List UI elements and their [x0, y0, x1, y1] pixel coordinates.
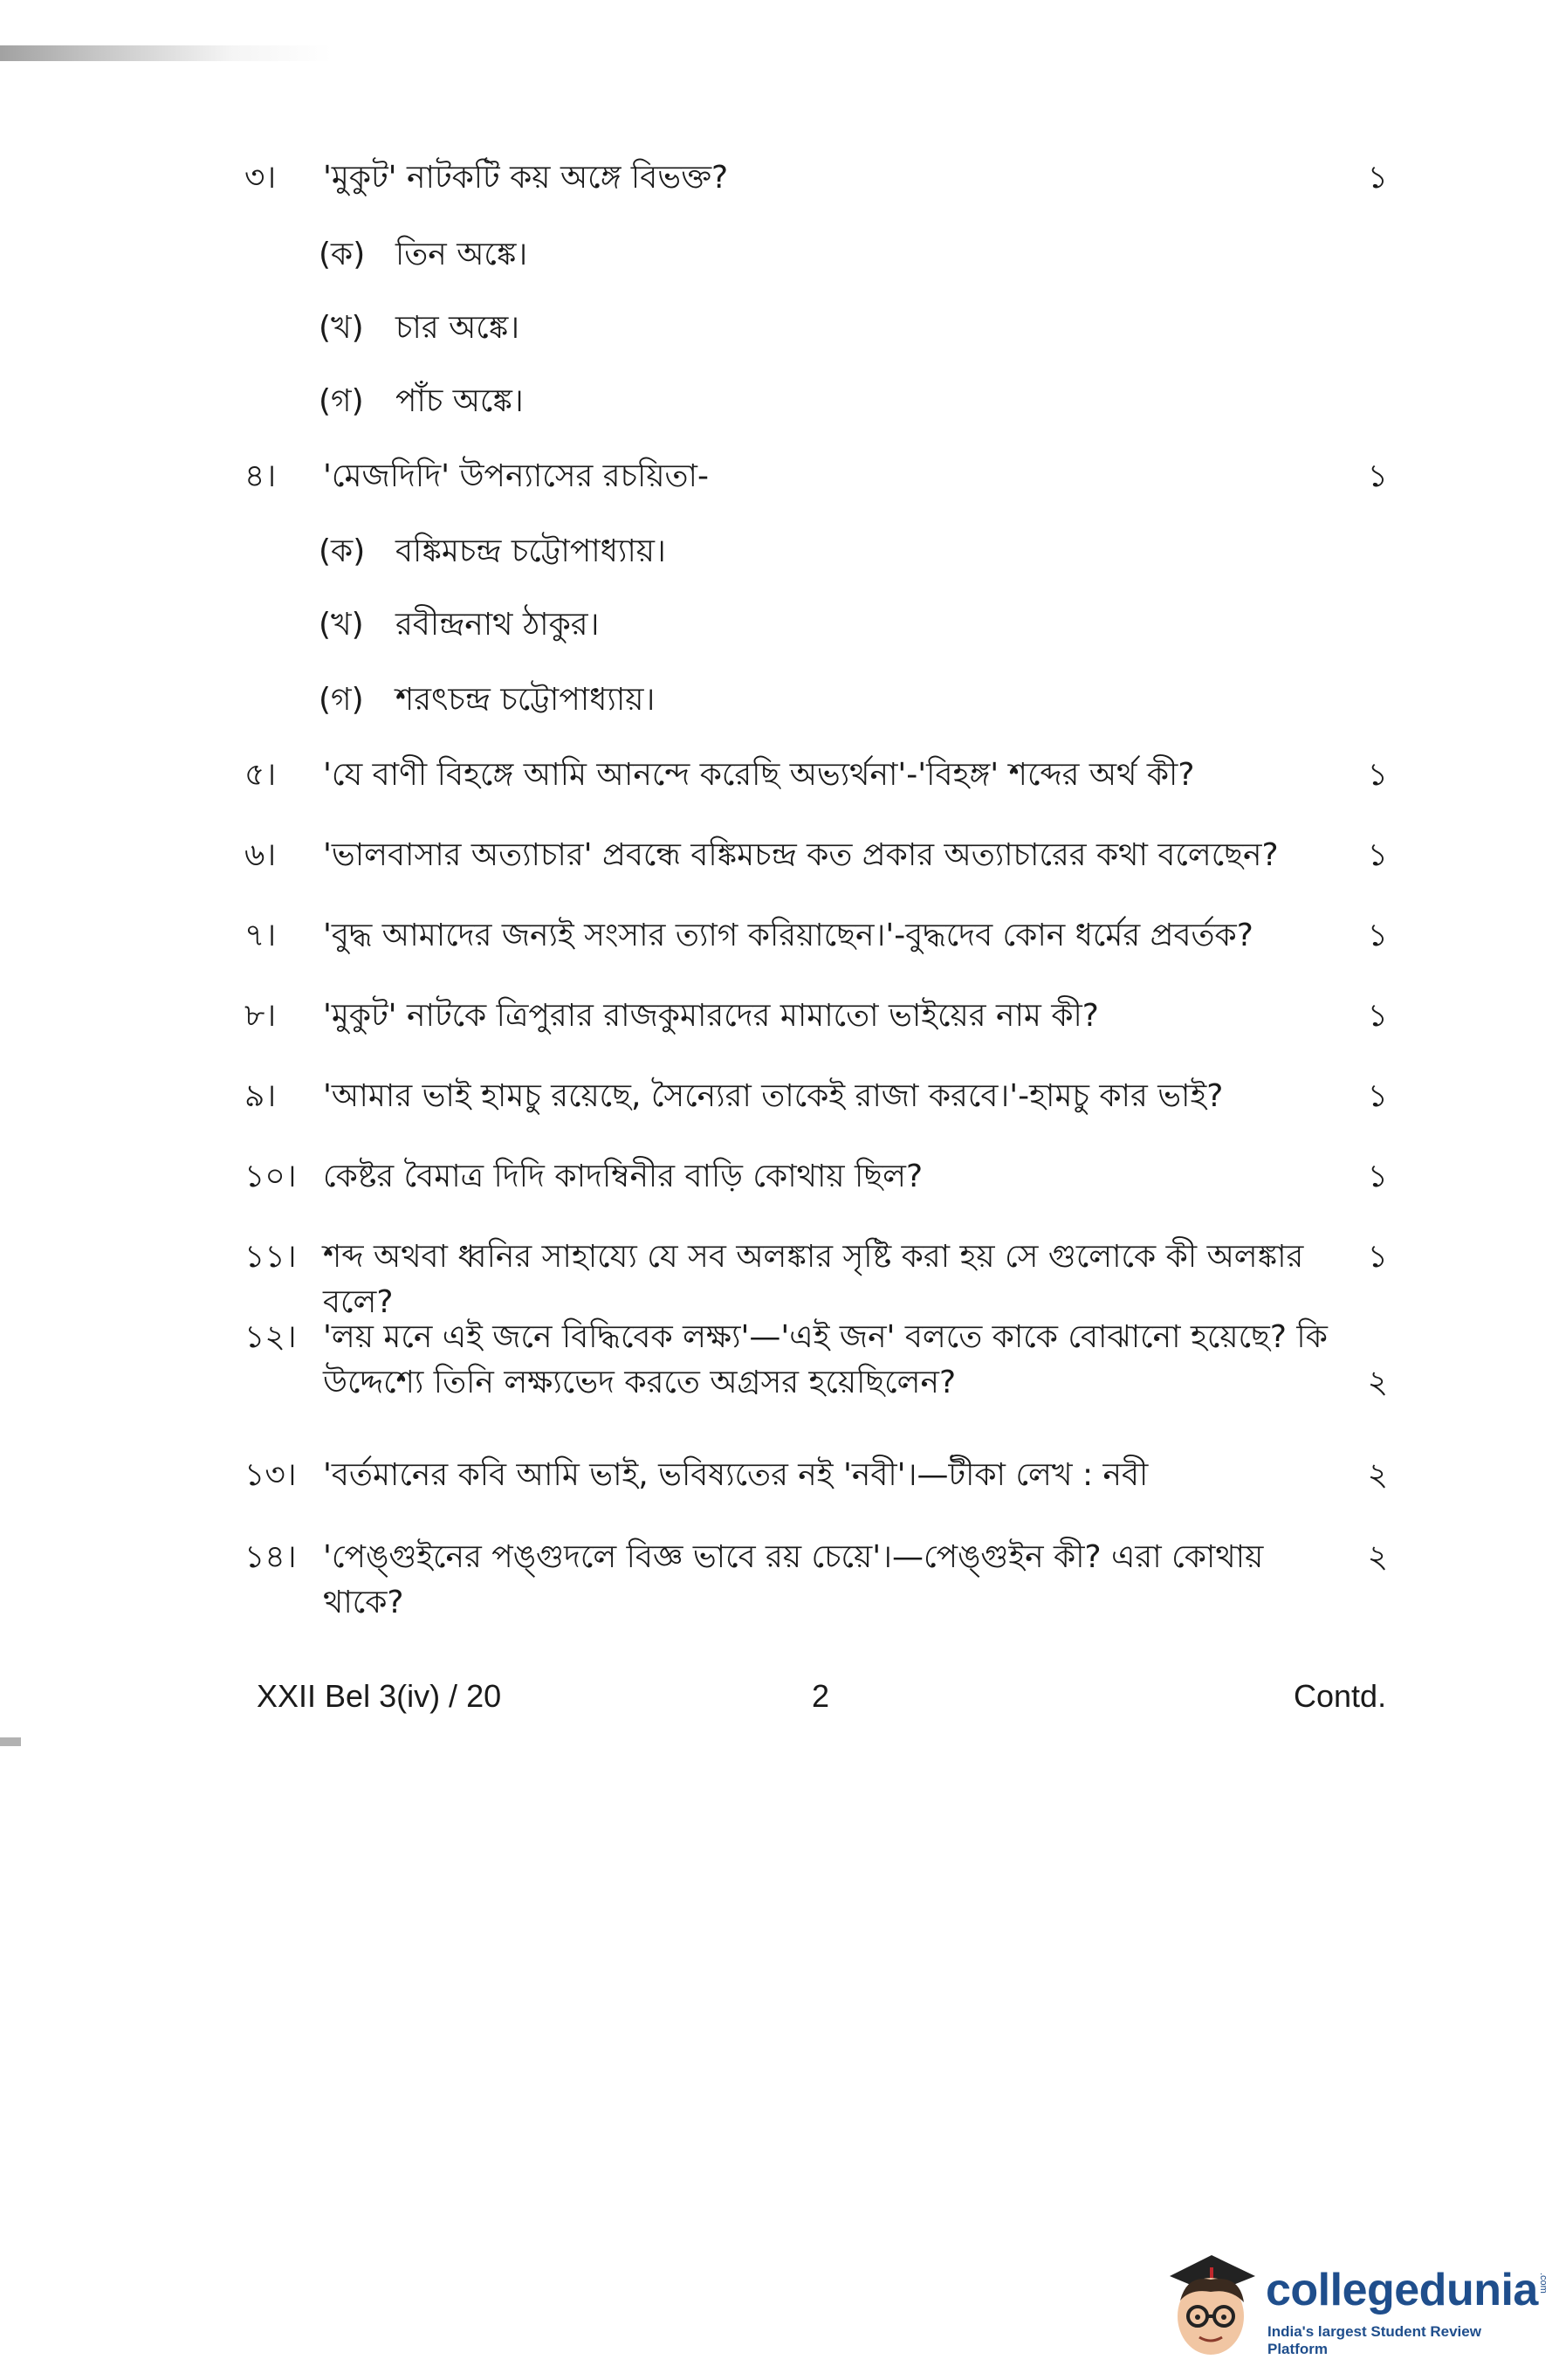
- question-text: 'মুকুট' নাটকটি কয় অঙ্গে বিভক্ত?: [323, 160, 729, 196]
- question-number: ৯।: [244, 1078, 277, 1114]
- question-marks: ১: [1367, 1239, 1388, 1275]
- question-marks: ২: [1367, 1457, 1388, 1493]
- question-marks: ১: [1367, 757, 1388, 793]
- option-label: (খ): [319, 310, 364, 346]
- question-marks: ২: [1367, 1365, 1388, 1400]
- question-number: ৬।: [244, 837, 277, 873]
- question-marks: ১: [1367, 458, 1388, 494]
- question-number: ১০।: [244, 1159, 297, 1194]
- scan-artifact-edge: [0, 1737, 21, 1746]
- brand-domain: .com: [1538, 2273, 1549, 2294]
- option-label: (গ): [319, 383, 364, 419]
- question-number: ১২।: [244, 1319, 297, 1355]
- question-text: কেষ্টর বৈমাত্র দিদি কাদম্বিনীর বাড়ি কোথায় ছিল?: [323, 1159, 924, 1194]
- option: [319, 678, 655, 723]
- student-mascot-icon: [1161, 2248, 1261, 2362]
- question-number: ৩।: [244, 160, 277, 196]
- option: [319, 602, 599, 648]
- question-text: 'বর্তমানের কবি আমি ভাই, ভবিষ্যতের নই 'নবী'।—টীকা লেখ : নবী: [323, 1457, 1149, 1493]
- option-text: রবীন্দ্রনাথ ঠাকুর।: [395, 607, 600, 643]
- question-marks: ২: [1367, 1539, 1388, 1575]
- brand-name: collegedunia: [1266, 2265, 1538, 2315]
- scan-artifact: [0, 45, 332, 61]
- option: [319, 306, 519, 351]
- question-number: ১৪।: [244, 1539, 297, 1575]
- question-marks: ১: [1367, 998, 1388, 1034]
- question-text: 'যে বাণী বিহঙ্গে আমি আনন্দে করেছি অভ্যর্থনা'-'বিহঙ্গ' শব্দের অর্থ কী?: [323, 757, 1195, 793]
- question-marks: ১: [1367, 1159, 1388, 1194]
- option-text: তিন অঙ্কে।: [395, 237, 528, 272]
- option: [319, 529, 666, 574]
- option-text: পাঁচ অঙ্কে।: [395, 383, 524, 419]
- option: [319, 232, 527, 278]
- question-number: ৫।: [244, 757, 277, 793]
- question-text: 'মুকুট' নাটকে ত্রিপুরার রাজকুমারদের মামাতো ভাইয়ের নাম কী?: [323, 998, 1099, 1034]
- question-number: ৮।: [244, 998, 277, 1034]
- option-text: শরৎচন্দ্র চট্টোপাধ্যায়।: [395, 682, 656, 718]
- option: [319, 379, 524, 424]
- question-marks: ১: [1367, 160, 1388, 196]
- question-number: ১১।: [244, 1239, 297, 1275]
- question-number: ৭।: [244, 918, 277, 953]
- question-text: 'বুদ্ধ আমাদের জন্যই সংসার ত্যাগ করিয়াছেন।'-বুদ্ধদেব কোন ধর্মের প্রবর্তক?: [323, 918, 1253, 953]
- question-text: 'মেজদিদি' উপন্যাসের রচয়িতা-: [323, 458, 709, 494]
- question-text: 'ভালবাসার অত্যাচার' প্রবন্ধে বঙ্কিমচন্দ্র কত প্রকার অত্যাচারের কথা বলেছেন?: [323, 837, 1279, 873]
- question-number: ৪।: [244, 458, 277, 494]
- page-number: 2: [812, 1678, 830, 1714]
- option-text: চার অঙ্কে।: [395, 310, 520, 346]
- question-text: 'পেঙ্গুইনের পঙ্গুদলে বিজ্ঞ ভাবে রয় চেয়ে'।—পেঙ্গুইন কী? এরা কোথায় থাকে?: [323, 1539, 1264, 1620]
- option-label: (খ): [319, 607, 364, 643]
- question-text: 'লয় মনে এই জনে বিদ্ধিবেক লক্ষ্য'—'এই জন' বলতে কাকে বোঝানো হয়েছে? কি উদ্দেশ্যে তিনি লক্ষ্যভেদ করতে অগ্রসর হয়েছিলেন?: [323, 1319, 1328, 1400]
- option-label: (ক): [319, 533, 366, 569]
- contd-label: Contd.: [1294, 1678, 1387, 1714]
- question-marks: ১: [1367, 837, 1388, 873]
- option-text: বঙ্কিমচন্দ্র চট্টোপাধ্যায়।: [395, 533, 666, 569]
- paper-code: XXII Bel 3(iv) / 20: [257, 1678, 502, 1714]
- option-label: (ক): [319, 237, 366, 272]
- option-label: (গ): [319, 682, 364, 718]
- question-text: 'আমার ভাই হামচু রয়েছে, সৈন্যেরা তাকেই রাজা করবে।'-হামচু কার ভাই?: [323, 1078, 1224, 1114]
- question-marks: ১: [1367, 918, 1388, 953]
- question-text: শব্দ অথবা ধ্বনির সাহায্যে যে সব অলঙ্কার সৃষ্টি করা হয় সে গুলোকে কী অলঙ্কার বলে?: [323, 1239, 1304, 1320]
- question-number: ১৩।: [244, 1457, 297, 1493]
- collegedunia-watermark: [1161, 2248, 1549, 2362]
- question-marks: ১: [1367, 1078, 1388, 1114]
- brand-tagline: India's largest Student Review Platform: [1267, 2323, 1481, 2357]
